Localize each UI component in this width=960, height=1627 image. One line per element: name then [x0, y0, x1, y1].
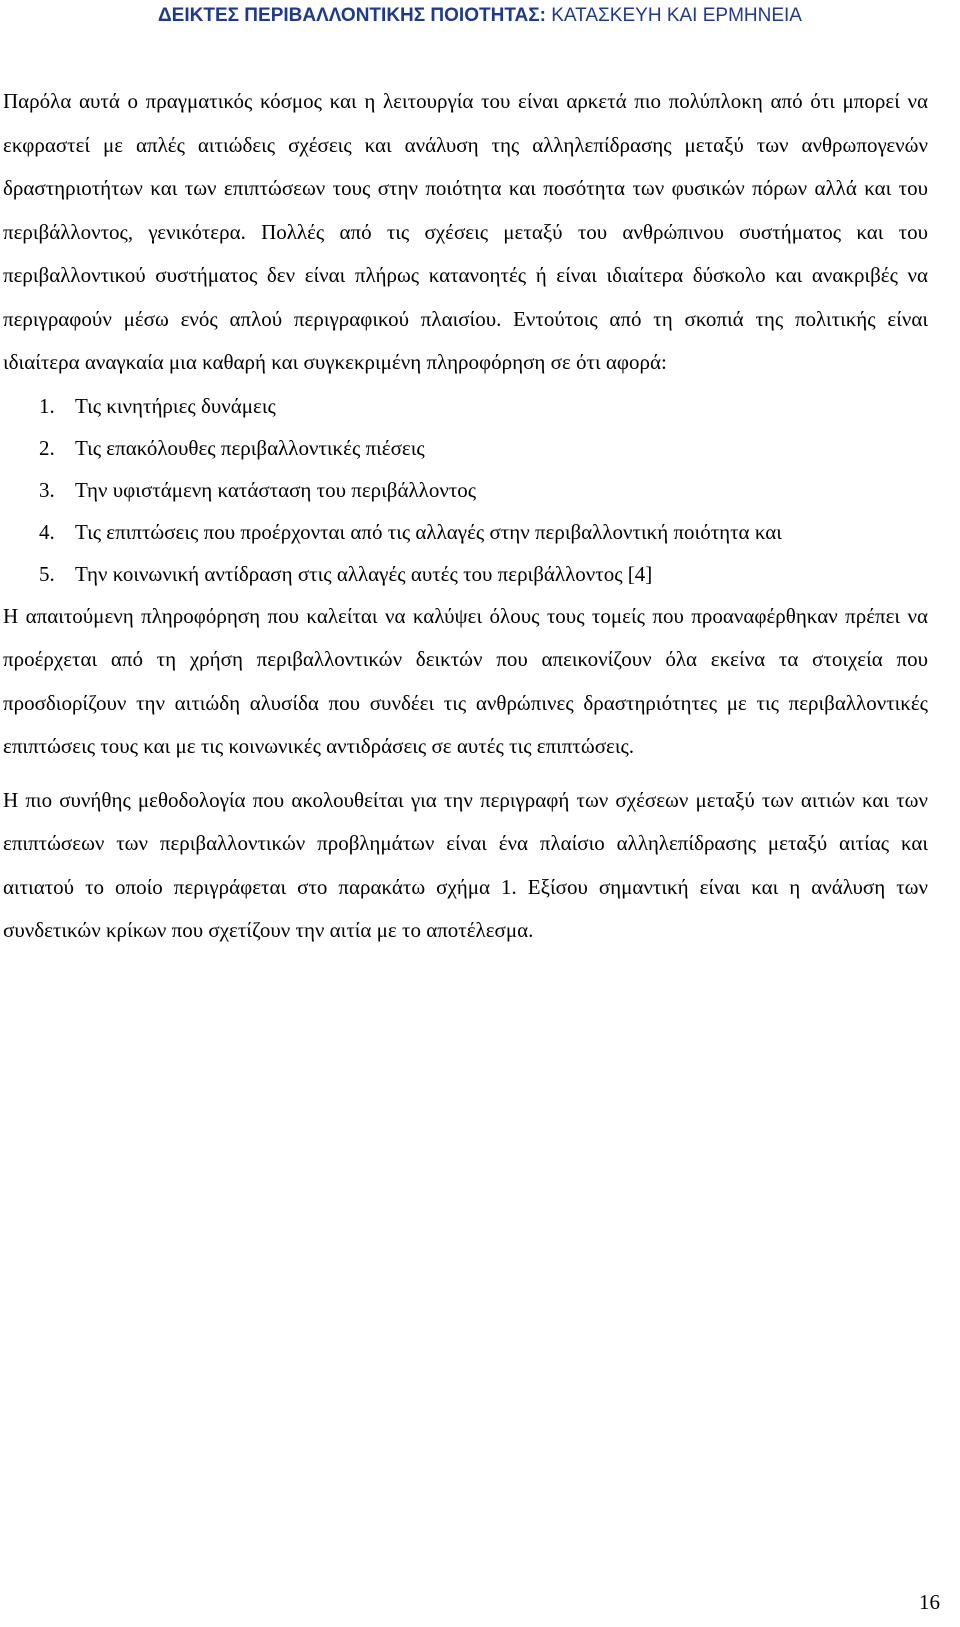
list-item-text: Την υφιστάμενη κατάσταση του περιβάλλοντος [75, 477, 477, 502]
header-title-bold: ΔΕΙΚΤΕΣ ΠΕΡΙΒΑΛΛΟΝΤΙΚΗΣ ΠΟΙΟΤΗΤΑΣ: [158, 5, 546, 26]
list-item-number: 2. [39, 435, 55, 460]
page-header [0, 4, 960, 28]
list-item [39, 385, 928, 427]
list-item-text: Τις επιπτώσεις που προέρχονται από τις αλλαγές στην περιβαλλοντική ποιότητα και [75, 519, 782, 544]
list-item [39, 511, 928, 553]
list-item-text: Τις επακόλουθες περιβαλλοντικές πιέσεις [75, 435, 425, 460]
paragraph-methodology: Η πιο συνήθης μεθοδολογία που ακολουθείται για την περιγραφή των σχέσεων μεταξύ των αιτιών και των επιπτώσεων των περιβαλλοντικών προβλημάτων είναι ένα πλαίσιο αλληλεπίδρασης μεταξύ αιτίας και αιτιατού το οποίο περιγράφεται στο παρακάτω σχήμα 1. Εξίσου σημαντική είναι και η ανάλυση των συνδετικών κρίκων που σχετίζουν την αιτία με το αποτέλεσμα. [3, 787, 928, 942]
paragraph-intro: Παρόλα αυτά ο πραγματικός κόσμος και η λειτουργία του είναι αρκετά πιο πολύπλοκη από ότι μπορεί να εκφραστεί με απλές αιτιώδεις σχέσεις και ανάλυση της αλληλεπίδρασης μεταξύ των ανθρωπογενών δραστηριοτήτων και των επιπτώσεων τους στην ποιότητα και ποσότητα των φυσικών πόρων αλλά και του περιβάλλοντος, γενικότερα. Πολλές από τις σχέσεις μεταξύ του ανθρώπινου συστήματος και του περιβαλλοντικού συστήματος δεν είναι πλήρως κατανοητές ή είναι ιδιαίτερα δύσκολο και ανακριβές να περιγραφούν μέσω ενός απλού περιγραφικού πλαισίου. Εντούτοις από τη σκοπιά της πολιτικής είναι ιδιαίτερα αναγκαία μια καθαρή και συγκεκριμένη πληροφόρηση σε ότι αφορά: [3, 89, 928, 374]
list-item [39, 469, 928, 511]
page-number: 16 [919, 1590, 940, 1614]
paragraph-information: Η απαιτούμενη πληροφόρηση που καλείται να καλύψει όλους τους τομείς που προαναφέρθηκαν πρέπει να προέρχεται από τη χρήση περιβαλλοντικών δεικτών που απεικονίζουν όλα εκείνα τα στοιχεία που προσδιορίζουν την αιτιώδη αλυσίδα που συνδέει τις ανθρώπινες δραστηριότητες με τις περιβαλλοντικές επιπτώσεις τους και με τις κοινωνικές αντιδράσεις σε αυτές τις επιπτώσεις. [3, 603, 928, 758]
header-title-rest: ΚΑΤΑΣΚΕΥΗ ΚΑΙ ΕΡΜΗΝΕΙΑ [545, 5, 802, 26]
list-item-number: 4. [39, 519, 55, 544]
list-item-text: Την κοινωνική αντίδραση στις αλλαγές αυτές του περιβάλλοντος [4] [75, 561, 653, 586]
document-body [3, 80, 928, 953]
list-item-number: 5. [39, 561, 55, 586]
list-item-text: Τις κινητήριες δυνάμεις [75, 393, 276, 418]
list-item-number: 3. [39, 477, 55, 502]
list-item-number: 1. [39, 393, 55, 418]
numbered-list [3, 385, 928, 595]
list-item [39, 553, 928, 595]
list-item [39, 427, 928, 469]
